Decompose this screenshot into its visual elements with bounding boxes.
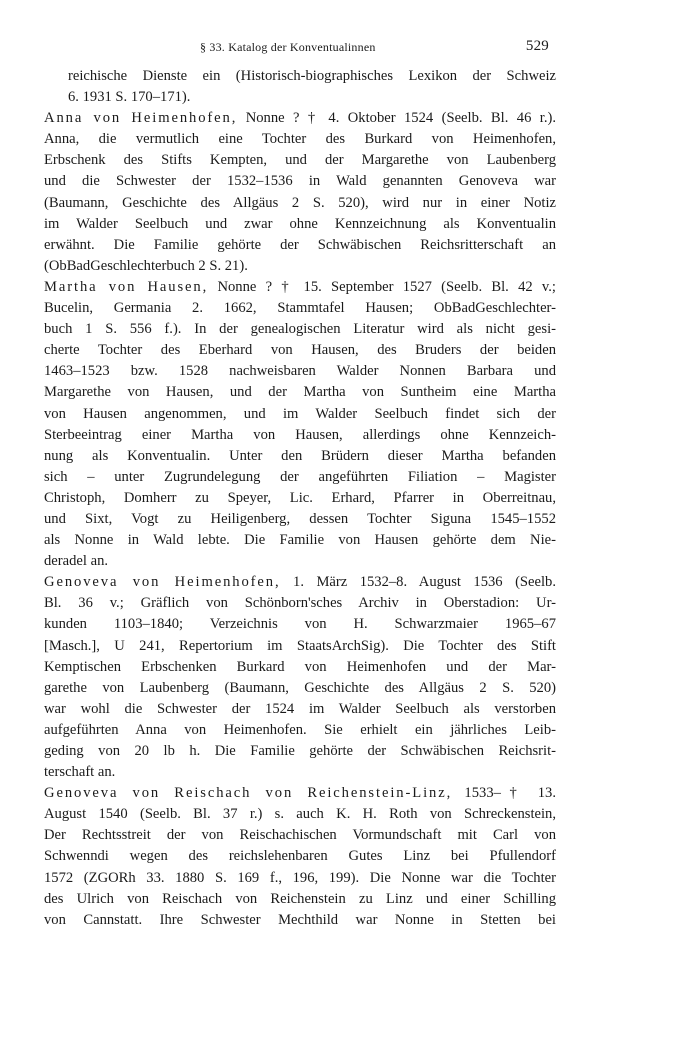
text-line: als Nonne in Wald lebte. Die Familie von Hausen gehörte dem Nie- (44, 532, 556, 549)
text-line: Christoph, Domherr zu Speyer, Lic. Erhard, Pfarrer in Oberreitnau, (44, 489, 556, 506)
text-line: von Cannstatt. Ihre Schwester Mechthild war Nonne in Stetten bei (44, 911, 556, 928)
text-line: (Baumann, Geschichte des Allgäus 2 S. 520), wird nur in einer Notiz (44, 194, 556, 211)
running-head (200, 38, 560, 56)
catalog-entry-anna-von-heimenhofen (44, 108, 556, 277)
text-line: aufgeführten Anna von Heimenhofen. Sie erhielt ein jährliches Leib- (44, 721, 556, 738)
text-line: [Masch.], U 241, Repertorium im StaatsArchSig). Die Tochter des Stift (44, 637, 556, 654)
text-line: Anna, die vermutlich eine Tochter des Burkard von Heimenhofen, (44, 131, 556, 148)
text-line: 1. März 1532–8. August 1536 (Seelb. (280, 574, 556, 591)
text-line: terschaft an. (44, 764, 116, 781)
text-line: (ObBadGeschlechterbuch 2 S. 21). (44, 257, 248, 274)
entry-first-line (44, 572, 556, 593)
entry-name: Anna von Heimenhofen, (44, 110, 238, 127)
text-line: Margarethe von Hausen, und der Martha von Suntheim eine Martha (44, 384, 556, 401)
text-line: Der Rechtsstreit der von Reischachischen Vormundschaft mit Carl von (44, 827, 556, 844)
text-line: des Ulrich von Reischach von Reichenstein zu Linz und einer Schilling (44, 890, 556, 907)
text-line: Schwenndi wegen des reichslehenbaren Gutes Linz bei Pfullendorf (44, 848, 556, 865)
text-line: kunden 1103–1840; Verzeichnis von H. Schwarzmaier 1965–67 (44, 616, 556, 633)
text-line: garethe von Laubenberg (Baumann, Geschichte des Allgäus 2 S. 520) (44, 679, 556, 696)
text-line: August 1540 (Seelb. Bl. 37 r.) s. auch K. H. Roth von Schreckenstein, (44, 806, 556, 823)
text-line: sich – unter Zugrundelegung der angeführten Filiation – Magister (44, 468, 556, 485)
text-line: Bucelin, Germania 2. 1662, Stammtafel Hausen; ObBadGeschlechter- (44, 300, 556, 317)
text-line: cherte Tochter des Eberhard von Hausen, des Bruders der beiden (44, 342, 556, 359)
catalog-entry-martha-von-hausen (44, 277, 556, 572)
catalog-text (44, 66, 556, 931)
text-line: geding von 20 lb h. Die Familie gehörte der Schwäbischen Reichsrit- (44, 743, 556, 759)
text-line: nung als Konventualin. Unter den Brüdern dieser Martha befanden (44, 447, 556, 464)
text-line: 1572 (ZGORh 33. 1880 S. 169 f., 196, 199). Die Nonne war die Tochter (44, 869, 556, 886)
entry-first-line (44, 783, 556, 804)
text-line: Erbschenk des Stifts Kempten, und der Margarethe von Laubenberg (44, 152, 556, 169)
text-line: Nonne ? † 4. Oktober 1524 (Seelb. Bl. 46 r.). (237, 110, 557, 127)
entry-name: Martha von Hausen, (44, 278, 209, 295)
text-line: reichische Dienste ein (Historisch-biographisches Lexikon der Schweiz (68, 68, 556, 84)
text-line: Kemptischen Erbschenken Burkard von Heimenhofen und der Mar- (44, 658, 556, 675)
entry-first-line (44, 108, 557, 129)
text-line: und Sixt, Vogt zu Heiligenberg, dessen Tochter Siguna 1545–1552 (44, 510, 556, 527)
catalog-entry-continuation (44, 66, 556, 108)
entry-name: Genoveva von Heimenhofen, (44, 574, 281, 591)
text-line: 1463–1523 bzw. 1528 nachweisbaren Walder Nonnen Barbara und (44, 363, 556, 380)
entry-first-line (44, 277, 556, 298)
text-line: Sterbeeintrag einer Martha von Hausen, allerdings ohne Kennzeich- (44, 426, 556, 443)
text-line: 1533–† 13. (452, 785, 556, 802)
text-line: erwähnt. Die Familie gehörte der Schwäbischen Reichsritterschaft an (44, 236, 556, 253)
text-line: buch 1 S. 556 f.). In der genealogischen Literatur wird als nicht gesi- (44, 321, 556, 338)
catalog-entry-genoveva-von-heimenhofen (44, 572, 556, 783)
text-line: deradel an. (44, 553, 109, 570)
text-line: von Hausen angenommen, und im Walder Seelbuch findet sich der (44, 405, 556, 422)
entry-name: Genoveva von Reischach von Reichenstein-Linz, (44, 785, 453, 802)
text-line: Nonne ? † 15. September 1527 (Seelb. Bl. 42 v.; (208, 278, 556, 295)
section-title: § 33. Katalog der Konventualinnen (200, 40, 376, 54)
text-line: 6. 1931 S. 170–171). (68, 89, 191, 106)
page-number: 529 (525, 38, 549, 54)
text-line: Bl. 36 v.; Gräflich von Schönborn'sches Archiv in Oberstadion: Ur- (44, 595, 556, 612)
text-line: und die Schwester der 1532–1536 in Wald genannten Genoveva war (44, 173, 556, 190)
catalog-entry-genoveva-von-reischach (44, 783, 556, 931)
text-line: im Walder Seelbuch und zwar ohne Kennzeichnung als Konventualin (44, 215, 556, 232)
text-line: war wohl die Schwester der 1524 im Walder Seelbuch als verstorben (44, 700, 556, 717)
